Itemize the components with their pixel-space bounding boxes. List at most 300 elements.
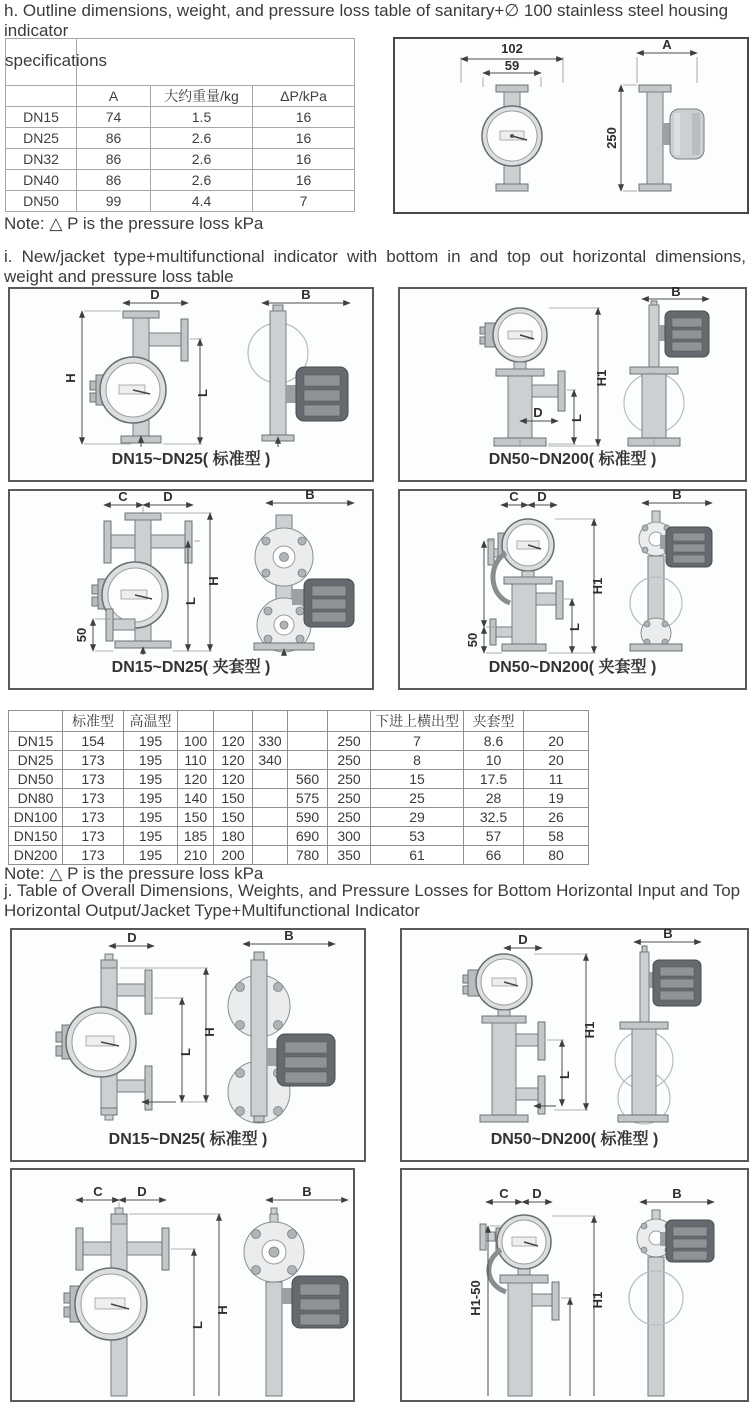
td-element: 61: [371, 846, 464, 865]
td-element: [288, 711, 328, 732]
td-element: 173: [63, 789, 124, 808]
dim-label-d: D: [532, 1186, 542, 1201]
rect-element: [270, 311, 286, 435]
rect-element: [151, 535, 185, 548]
circle-element: [262, 569, 270, 577]
rect-element: [649, 305, 659, 367]
td-element: [253, 770, 288, 789]
front-view: [63, 287, 210, 447]
rect-element: [496, 627, 512, 637]
td-element: 120: [178, 770, 214, 789]
td-element: 120: [214, 751, 253, 770]
circle-element: [264, 607, 272, 615]
rect-element: [512, 584, 536, 644]
rect-element: [642, 946, 647, 952]
j3-drawing: [14, 1170, 351, 1396]
rect-element: [285, 1042, 327, 1053]
rect-element: [271, 1208, 277, 1214]
dim-label-l: L: [178, 1048, 193, 1056]
rect-element: [480, 1115, 528, 1122]
front-view: [463, 932, 597, 1122]
rect-element: [660, 535, 666, 549]
td-element: 173: [63, 846, 124, 865]
spec-row: [6, 191, 355, 212]
note-pressure-loss: Note: △ P is the pressure loss kPa: [4, 214, 264, 233]
td-element: 28: [464, 789, 524, 808]
rect-element: [660, 991, 694, 1000]
circle-element: [252, 1266, 261, 1275]
drawing-panel-i3: [8, 489, 374, 690]
rect-element: [285, 1072, 327, 1083]
dim-label-b: B: [663, 926, 673, 941]
rect-element: [498, 1010, 510, 1016]
td-element: 2.6: [151, 149, 253, 170]
rect-element: [117, 984, 145, 996]
dim-label-b: B: [284, 928, 294, 943]
rect-element: [101, 960, 117, 968]
side-view: [604, 37, 704, 191]
td-element: 195: [124, 808, 178, 827]
spec-col-header: A: [77, 86, 151, 107]
dim-label-102: 102: [501, 41, 523, 56]
circle-element: [288, 1230, 297, 1239]
td-element: 86: [77, 128, 151, 149]
rect-element: [286, 385, 296, 403]
td-element: [328, 711, 371, 732]
rect-element: [672, 330, 702, 339]
drawing-panel-i4: [398, 489, 747, 690]
td-element: 590: [288, 808, 328, 827]
rect-element: [639, 85, 671, 92]
circle-element: [641, 1223, 647, 1229]
rect-element: [672, 342, 702, 351]
spec-col-header: ΔP/kPa: [253, 86, 355, 107]
td-element: DN40: [6, 170, 77, 191]
td-element: 2.6: [151, 128, 253, 149]
td-element: 150: [214, 789, 253, 808]
rect-element: [64, 1293, 70, 1303]
td-element: 夹套型: [464, 711, 524, 732]
td-element: 250: [328, 732, 371, 751]
td-element: 16: [253, 107, 355, 128]
td-element: 195: [124, 846, 178, 865]
rect-element: [105, 1115, 113, 1120]
panel-caption: DN15~DN25( 夹套型 ): [111, 659, 271, 676]
td-element: [288, 732, 328, 751]
rect-element: [647, 92, 663, 184]
dim-label-h1: H1: [582, 1021, 597, 1039]
td-element: 7: [371, 732, 464, 751]
td-element: 575: [288, 789, 328, 808]
td-element: 1.5: [151, 107, 253, 128]
td-element: 100: [178, 732, 214, 751]
td-element: 173: [63, 827, 124, 846]
spec-row: [6, 107, 355, 128]
td-element: 330: [253, 732, 288, 751]
circle-element: [274, 1021, 283, 1030]
rect-element: [660, 979, 694, 988]
panel-caption: DN15~DN25( 标准型 ): [111, 451, 271, 468]
circle-element: [236, 983, 245, 992]
panel-caption: DN50~DN200( 标准型 ): [488, 451, 657, 468]
rect-element: [632, 1029, 656, 1115]
rect-element: [56, 1046, 62, 1056]
dim-row: [9, 770, 589, 789]
td-element: [524, 711, 589, 732]
td-element: 53: [371, 827, 464, 846]
circle-element: [236, 1069, 245, 1078]
side-view: [624, 284, 709, 447]
td-element: 250: [328, 808, 371, 827]
rect-element: [123, 311, 159, 318]
rect-element: [518, 1269, 530, 1275]
rect-element: [312, 599, 346, 609]
j2-drawing: [404, 926, 745, 1128]
td-element: [253, 789, 288, 808]
td-element: 17.5: [464, 770, 524, 789]
front-view: [465, 489, 605, 653]
td-element: 154: [63, 732, 124, 751]
rect-element: [92, 597, 98, 606]
rect-element: [56, 1032, 62, 1042]
dim-label-b: B: [301, 287, 311, 302]
circle-element: [280, 553, 289, 562]
dim-label-h1: H1: [590, 1291, 605, 1309]
rect-element: [514, 362, 526, 369]
td-element: 200: [214, 846, 253, 865]
spec-table-empty-header: [77, 39, 355, 86]
rect-element: [674, 113, 680, 155]
td-element: 780: [288, 846, 328, 865]
rect-element: [463, 986, 468, 994]
rect-element: [480, 1224, 486, 1250]
circle-element: [280, 621, 288, 629]
rect-element: [111, 535, 135, 548]
dim-label-59: 59: [504, 58, 520, 73]
td-element: 高温型: [124, 711, 178, 732]
side-view: [254, 487, 354, 655]
circle-element: [269, 1247, 279, 1257]
td-element: 66: [464, 846, 524, 865]
dim-label-h: H: [206, 576, 221, 586]
dim-label-b: B: [672, 487, 682, 502]
spec-row: [6, 170, 355, 191]
circle-element: [262, 537, 270, 545]
dim-label-l: L: [567, 623, 582, 631]
rect-element: [538, 1076, 545, 1114]
rect-element: [64, 1307, 70, 1317]
spec-table-header-row: [6, 86, 355, 107]
rect-element: [639, 184, 671, 191]
dim-label-h: H: [63, 373, 78, 383]
td-element: 57: [464, 827, 524, 846]
rect-element: [267, 1048, 277, 1066]
dim-label-a: A: [662, 37, 672, 52]
circle-element: [298, 569, 306, 577]
td-element: 250: [328, 770, 371, 789]
side-view: [629, 1186, 714, 1396]
circle-element: [644, 621, 650, 627]
td-element: [178, 711, 214, 732]
drawing-panel-j2: [400, 928, 749, 1162]
rect-element: [292, 589, 304, 605]
rect-element: [254, 643, 314, 650]
td-element: [288, 751, 328, 770]
td-element: DN25: [6, 128, 77, 149]
td-element: 32.5: [464, 808, 524, 827]
section-i-heading: i. New/jacket type+multifunctional indicator with bottom in and top out horizontal dimensions, weight and pressure loss table: [4, 247, 746, 286]
td-element: [9, 711, 63, 732]
td-element: 210: [178, 846, 214, 865]
dim-row: [9, 789, 589, 808]
rect-element: [115, 641, 171, 648]
td-element: 58: [524, 827, 589, 846]
td-element: 标准型: [63, 711, 124, 732]
td-element: 10: [464, 751, 524, 770]
rect-element: [692, 113, 700, 155]
td-element: DN100: [9, 808, 63, 827]
dim-label-d: D: [537, 489, 547, 504]
rect-element: [558, 371, 565, 411]
rect-element: [516, 1034, 538, 1046]
dimension-table: [8, 710, 589, 865]
rect-element: [660, 1232, 666, 1246]
td-element: 180: [214, 827, 253, 846]
front-view: [74, 489, 221, 655]
rect-element: [273, 305, 283, 311]
td-element: 120: [214, 732, 253, 751]
rect-element: [304, 375, 340, 386]
panel-caption: DN50~DN200( 标准型 ): [490, 1131, 659, 1148]
td-element: 16: [253, 149, 355, 170]
circle-element: [298, 537, 306, 545]
dim-row: [9, 808, 589, 827]
sanitary-drawing: [397, 39, 745, 208]
td-element: 8.6: [464, 732, 524, 751]
rect-element: [536, 593, 556, 605]
rect-element: [106, 609, 113, 641]
dim-label-d: D: [518, 932, 528, 947]
front-view: [461, 41, 563, 191]
spec-row: [6, 149, 355, 170]
td-element: 120: [214, 770, 253, 789]
front-view: [56, 930, 217, 1120]
rect-element: [162, 1228, 169, 1270]
rect-element: [90, 393, 96, 402]
rect-element: [673, 544, 705, 552]
rect-element: [266, 1282, 282, 1396]
dim-label-d: D: [163, 489, 173, 504]
dim-label-c: C: [118, 489, 128, 504]
rect-element: [115, 1208, 123, 1214]
td-element: 195: [124, 732, 178, 751]
dim-label-b: B: [305, 487, 315, 502]
rect-element: [251, 960, 267, 1116]
rect-element: [630, 644, 682, 651]
front-view: [468, 1186, 605, 1396]
dim-label-50: 50: [465, 632, 480, 648]
tbody-element: [9, 711, 589, 865]
td-element: 20: [524, 732, 589, 751]
rect-element: [620, 1022, 668, 1029]
circle-element: [641, 1247, 647, 1253]
rect-element: [285, 1057, 327, 1068]
circle-element: [274, 983, 283, 992]
circle-element: [252, 1230, 261, 1239]
td-element: 29: [371, 808, 464, 827]
rect-element: [92, 585, 98, 594]
td-element: DN50: [9, 770, 63, 789]
circle-element: [510, 134, 514, 138]
td-element: [253, 846, 288, 865]
drawing-panel-i2: [398, 284, 747, 482]
circle-element: [236, 1107, 245, 1116]
spec-table-corner-label: specifications: [5, 51, 108, 70]
drawing-panel-j3: [10, 1168, 355, 1402]
dim-label-b: B: [302, 1184, 312, 1199]
td-element: [253, 808, 288, 827]
td-element: 74: [77, 107, 151, 128]
td-element: 140: [178, 789, 214, 808]
rect-element: [532, 1294, 552, 1306]
circle-element: [642, 547, 648, 553]
rect-element: [673, 555, 705, 563]
rect-element: [300, 1284, 340, 1295]
rect-element: [101, 1108, 117, 1115]
circle-element: [264, 635, 272, 643]
td-element: 80: [524, 846, 589, 865]
td-element: 20: [524, 751, 589, 770]
td-element: 173: [63, 751, 124, 770]
dim-label-l: L: [195, 389, 210, 397]
rect-element: [304, 405, 340, 416]
rect-element: [76, 1228, 83, 1270]
td-element: 690: [288, 827, 328, 846]
td-element: 250: [328, 751, 371, 770]
rect-element: [640, 952, 649, 1024]
drawing-panel-j1: [10, 928, 366, 1162]
rect-element: [300, 1314, 340, 1325]
rect-element: [673, 1239, 707, 1248]
td-element: 300: [328, 827, 371, 846]
td-element: DN32: [6, 149, 77, 170]
front-view: [480, 308, 609, 447]
dim-label-b: B: [672, 1186, 682, 1201]
rect-element: [500, 1275, 548, 1283]
td-element: 8: [371, 751, 464, 770]
dim-label-h1-50: H1-50: [468, 1280, 483, 1316]
rect-element: [127, 1242, 162, 1255]
dim-label-c: C: [499, 1186, 509, 1201]
td-element: 110: [178, 751, 214, 770]
dim-label-d: D: [137, 1184, 147, 1199]
circle-element: [236, 1021, 245, 1030]
spec-table: [5, 38, 355, 212]
dim-label-l: L: [557, 1071, 572, 1079]
rect-element: [618, 1115, 668, 1122]
i4-drawing: [402, 487, 743, 656]
spec-row: [6, 128, 355, 149]
td-element: 25: [371, 789, 464, 808]
td-element: 173: [63, 770, 124, 789]
rect-element: [516, 1088, 538, 1100]
rect-element: [496, 85, 528, 92]
td-element: 99: [77, 191, 151, 212]
rect-element: [111, 1214, 127, 1224]
rect-element: [463, 975, 468, 983]
rect-element: [508, 1283, 532, 1396]
rect-element: [492, 1023, 516, 1115]
rect-element: [312, 612, 346, 622]
rect-element: [504, 577, 552, 584]
td-element: DN15: [6, 107, 77, 128]
td-element: [214, 711, 253, 732]
panel-caption: DN50~DN200( 夹套型 ): [488, 659, 657, 676]
dim-label-b: B: [671, 284, 681, 299]
rect-element: [660, 967, 694, 976]
td-element: 下进上横出型: [371, 711, 464, 732]
rect-element: [145, 970, 152, 1014]
td-element: 11: [524, 770, 589, 789]
rect-element: [480, 327, 485, 334]
rect-element: [181, 319, 188, 361]
rect-element: [522, 571, 534, 577]
td-element: DN200: [9, 846, 63, 865]
i1-drawing: [12, 289, 370, 448]
td-element: 7: [253, 191, 355, 212]
td-element: [253, 827, 288, 846]
rect-element: [304, 390, 340, 401]
circle-element: [296, 635, 304, 643]
section-j-heading: j. Table of Overall Dimensions, Weights, and Pressure Losses for Bottom Horizontal Input and Top Horizontal Output/Jacket Type+Multifunctional Indicator: [4, 881, 741, 920]
i2-drawing: [402, 284, 743, 448]
rect-element: [673, 1251, 707, 1260]
td-element: 195: [124, 770, 178, 789]
drawing-panel-i1: [8, 287, 374, 482]
rect-element: [532, 385, 558, 397]
rect-element: [480, 337, 485, 344]
rect-element: [125, 513, 161, 520]
dim-table-header-row: [9, 711, 589, 732]
rect-element: [648, 1257, 664, 1396]
rect-element: [673, 1227, 707, 1236]
dim-label-c: C: [509, 489, 519, 504]
td-element: 150: [178, 808, 214, 827]
rect-element: [538, 1022, 545, 1060]
drawing-panel-j4: [400, 1168, 749, 1402]
td-element: 16: [253, 128, 355, 149]
dim-label-d: D: [533, 405, 543, 420]
td-element: 15: [371, 770, 464, 789]
dim-label-d: D: [150, 287, 160, 302]
tbody-element: [6, 39, 355, 212]
rect-element: [490, 619, 496, 645]
td-element: 86: [77, 170, 151, 191]
rect-element: [556, 581, 563, 619]
circle-element: [274, 1107, 283, 1116]
td-element: 86: [77, 149, 151, 170]
td-element: 560: [288, 770, 328, 789]
circle-element: [296, 607, 304, 615]
rect-element: [105, 954, 113, 960]
rect-element: [488, 539, 494, 565]
td-element: [6, 86, 77, 107]
rect-element: [117, 1080, 145, 1092]
panel-caption: DN15~DN25( 标准型 ): [108, 1131, 268, 1148]
dim-label-l: L: [183, 597, 198, 605]
section-h-heading: h. Outline dimensions, weight, and pressure loss table of sanitary+∅ 100 stainless steel housing indicator: [4, 1, 729, 40]
td-element: 19: [524, 789, 589, 808]
